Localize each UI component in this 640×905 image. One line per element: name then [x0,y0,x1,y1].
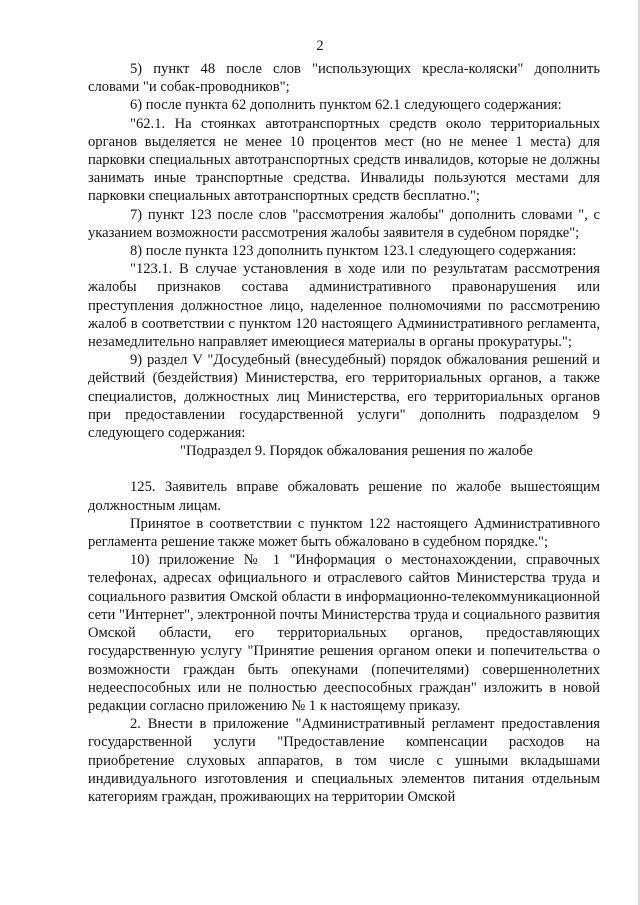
document-body [88,60,600,806]
subsection-heading: "Подраздел 9. Порядок обжалования решения по жалобе [180,443,533,460]
paragraph-item-5: 5) пункт 48 после слов "использующих кресла-коляски" дополнить словами "и собак-проводников"; [88,61,600,96]
paragraph-section-2: 2. Внести в приложение "Административный регламент предоставления государственной услуги "Предоставление компенсации расходов на приобретение слуховых аппаратов, в том числе с ушными вкладышами индивидуального изготовления и специальных элементов питания отдельным категориям граждан, проживающих на территории Омской [88,716,600,805]
paragraph-point-62-1: "62.1. На стоянках автотранспортных средств около территориальных органов выделяется не менее 10 процентов мест (но не менее 1 места) для парковки специальных автотранспортных средств инвалидов, которые не должны занимать иные транспортные средства. Инвалиды пользуются местами для парковки специальных автотранспортных средств бесплатно."; [88,115,600,205]
paragraph-item-9: 9) раздел V "Досудебный (внесудебный) порядок обжалования решений и действий (бездействия) Министерства, его территориальных органов, а также специалистов, должностных лиц Министерства, его территориальных органов при предоставлении государственной услуги" дополнить подразделом 9 следующего содержания: [88,352,600,442]
paragraph-item-10: 10) приложение № 1 "Информация о местонахождении, справочных телефонах, адресах официального и отраслевого сайтов Министерства труда и социального развития Омской области в информационно-телекоммуникационной сети "Интернет", электронной почты Министерства труда и социального развития Омской области, его территориальных органов, предоставляющих государственную услугу "Принятие решения органом опеки и попечительства о возможности граждан быть опекунами (попечителями) совершеннолетних недееспособных или не полностью дееспособных граждан" изложить в новой редакции согласно приложению № 1 к настоящему приказу. [88,552,600,714]
paragraph-point-123-1: "123.1. В случае установления в ходе или по результатам рассмотрения жалобы признаков состава административного правонарушения или преступления должностное лицо, наделенное полномочиями по рассмотрению жалоб в соответствии с пунктом 120 настоящего Административного регламента, незамедлительно направляет имеющиеся материалы в органы прокуратуры."; [88,261,600,351]
paragraph-item-6: 6) после пункта 62 дополнить пунктом 62.1 следующего содержания: [130,97,562,114]
paragraph-item-7: 7) пункт 123 после слов "рассмотрения жалобы" дополнить словами ", с указанием возможности рассмотрения жалобы заявителя в судебном порядке"; [88,206,600,241]
page-number: 2 [316,38,324,54]
paragraph-court-appeal: Принятое в соответствии с пунктом 122 настоящего Административного регламента решение также может быть обжаловано в судебном порядке."; [88,515,600,551]
paragraph-item-8: 8) после пункта 123 дополнить пунктом 123.1 следующего содержания: [130,243,577,260]
paragraph-point-125: 125. Заявитель вправе обжаловать решение по жалобе вышестоящим должностным лицам. [88,479,600,514]
